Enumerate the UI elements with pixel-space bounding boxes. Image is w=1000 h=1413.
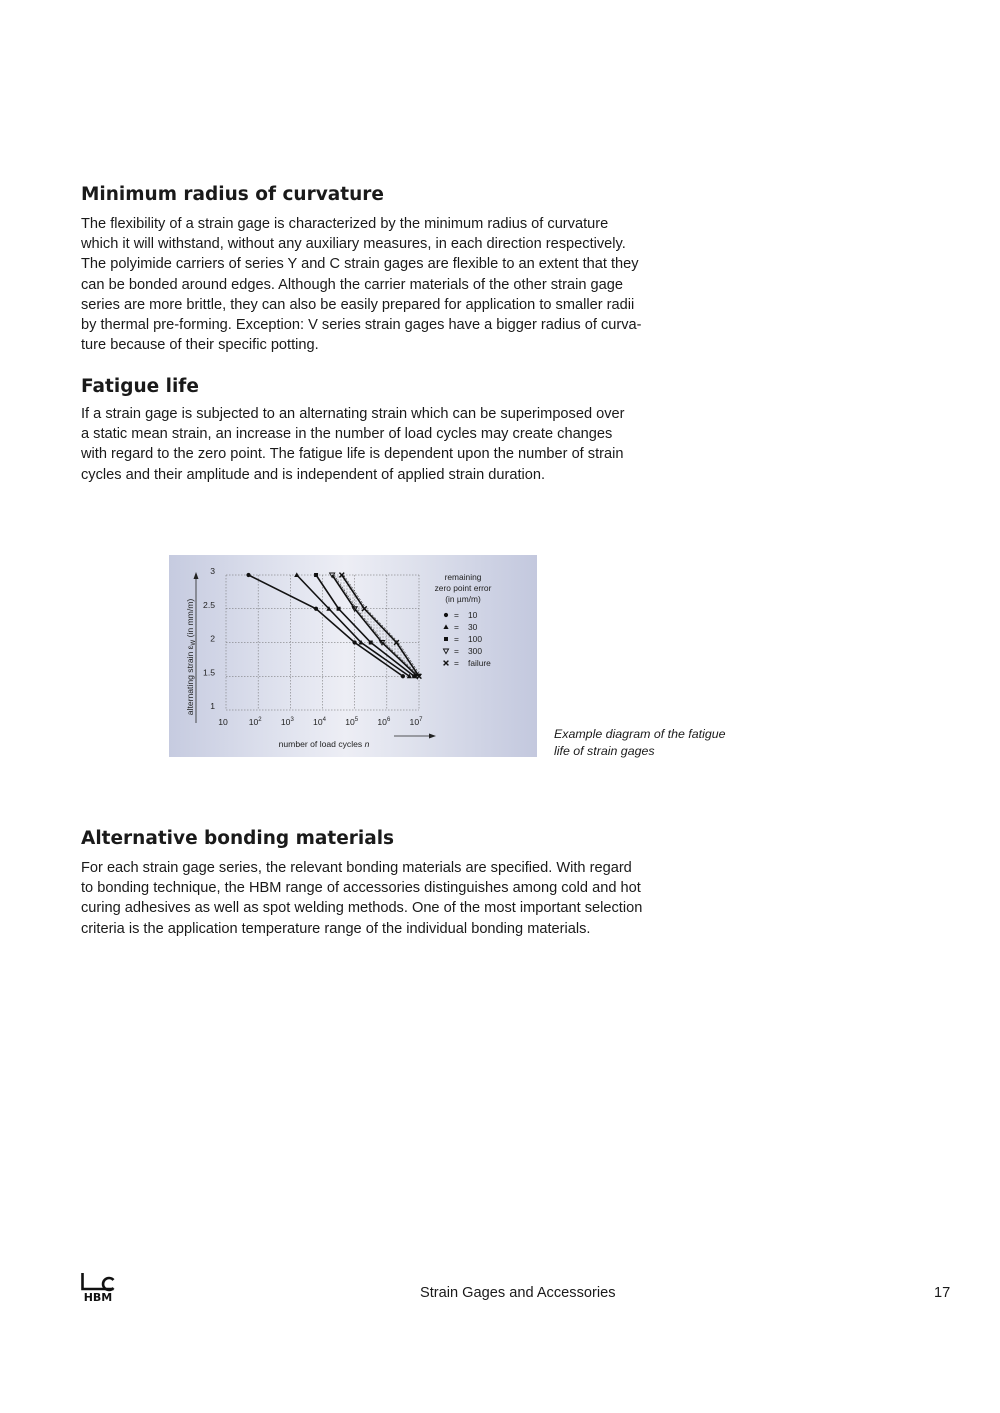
chart-series xyxy=(249,575,419,676)
caption-line: Example diagram of the fatigue xyxy=(554,727,726,741)
legend-equals: = xyxy=(454,622,459,632)
footer-title: Strain Gages and Accessories xyxy=(420,1285,616,1301)
series-line-triangle xyxy=(297,575,410,676)
x-tick-labels xyxy=(218,717,423,727)
text-line: a static mean strain, an increase in the number of load cycles may create changes xyxy=(81,426,613,443)
legend-marker-triangle-down xyxy=(443,649,448,654)
caption-line: life of strain gages xyxy=(554,744,655,758)
y-tick-label: 3 xyxy=(210,566,215,576)
text-line: curing adhesives as well as spot welding methods. One of the most important selection xyxy=(81,900,643,917)
legend-label: 30 xyxy=(468,622,478,632)
section-heading-minimum-radius: Minimum radius of curvature xyxy=(81,184,384,205)
y-tick-labels xyxy=(203,566,215,711)
data-point-circle xyxy=(314,607,318,611)
x-tick-label: $10^7$ xyxy=(409,717,423,727)
legend-marker-cross xyxy=(444,661,449,666)
x-tick-label: $10^4$ xyxy=(313,717,326,727)
section-heading-bonding-materials: Alternative bonding materials xyxy=(81,828,395,849)
chart-legend xyxy=(435,572,492,668)
section-heading-fatigue-life: Fatigue life xyxy=(81,376,199,397)
legend-label: 100 xyxy=(468,634,482,644)
legend-title-line: zero point error xyxy=(434,583,492,593)
legend-label: 300 xyxy=(468,646,482,656)
data-point-circle xyxy=(246,573,250,577)
section-body-minimum-radius xyxy=(81,214,642,355)
page-number: 17 xyxy=(934,1285,951,1301)
text-line: to bonding technique, the HBM range of accessories distinguishes among cold and hot xyxy=(81,880,641,897)
text-line: series are more brittle, they can also be easily prepared for application to smaller radii xyxy=(81,296,635,313)
fatigue-life-chart xyxy=(169,555,537,757)
legend-equals: = xyxy=(454,634,459,644)
legend-equals: = xyxy=(454,610,459,620)
y-tick-label: 2 xyxy=(210,633,215,644)
legend-label: failure xyxy=(468,658,491,668)
text-line: cycles and their amplitude and is independent of applied strain duration. xyxy=(81,466,546,483)
legend-marker-square xyxy=(444,637,448,641)
x-tick-label: 10 xyxy=(218,717,228,727)
hbm-logo xyxy=(81,1272,115,1302)
svg-text:HBM: HBM xyxy=(83,1291,113,1302)
legend-equals: = xyxy=(454,658,459,668)
legend-equals: = xyxy=(454,646,459,656)
text-line: with regard to the zero point. The fatigue life is dependent upon the number of strain xyxy=(81,446,624,463)
text-line: which it will withstand, without any auxiliary measures, in each direction respectively. xyxy=(81,236,626,253)
text-line: If a strain gage is subjected to an alternating strain which can be superimposed over xyxy=(81,406,625,422)
text-line: For each strain gage series, the relevant bonding materials are specified. With regard xyxy=(81,860,632,876)
text-line: The flexibility of a strain gage is characterized by the minimum radius of curvature xyxy=(81,216,609,232)
y-tick-label: 2.5 xyxy=(203,599,215,610)
x-tick-label: $10^6$ xyxy=(377,717,391,727)
data-point-circle xyxy=(401,674,405,678)
x-axis-arrow xyxy=(429,734,436,739)
x-tick-label: $10^2$ xyxy=(248,717,262,727)
legend-title-line: remaining xyxy=(444,572,482,582)
data-point-square xyxy=(369,641,373,645)
y-axis-arrow xyxy=(194,572,199,579)
text-line: ture because of their specific potting. xyxy=(81,337,319,354)
section-body-fatigue-life xyxy=(81,404,625,485)
x-tick-label: $10^5$ xyxy=(345,717,359,727)
text-line: by thermal pre-forming. Exception: V series strain gages have a bigger radius of curva- xyxy=(81,317,642,334)
series-line-square xyxy=(316,575,414,676)
data-point-square xyxy=(314,573,318,577)
section-body-bonding-materials xyxy=(81,858,642,939)
y-tick-label: 1.5 xyxy=(203,667,215,678)
y-axis-label: alternating strain $\varepsilon_W$ (in mm/m) xyxy=(185,598,197,716)
legend-title-line: (in µm/m) xyxy=(445,594,481,604)
data-point-circle xyxy=(353,640,357,644)
text-line: criteria is the application temperature range of the individual bonding materials. xyxy=(81,920,591,937)
figure-caption xyxy=(554,726,726,760)
fatigue-chart-svg xyxy=(169,555,537,757)
legend-marker-triangle xyxy=(443,624,448,629)
x-tick-label: $10^3$ xyxy=(280,717,294,727)
chart-markers xyxy=(246,572,421,678)
data-point-square xyxy=(337,607,341,611)
legend-marker-circle xyxy=(444,613,448,617)
text-line: can be bonded around edges. Although the carrier materials of the other strain gage xyxy=(81,276,623,293)
x-axis-label: number of load cycles n xyxy=(278,739,370,749)
y-tick-label: 1 xyxy=(210,701,215,711)
legend-label: 10 xyxy=(468,610,478,620)
text-line: The polyimide carriers of series Y and C strain gages are flexible to an extent that they xyxy=(81,256,639,273)
data-point-triangle xyxy=(294,572,299,577)
